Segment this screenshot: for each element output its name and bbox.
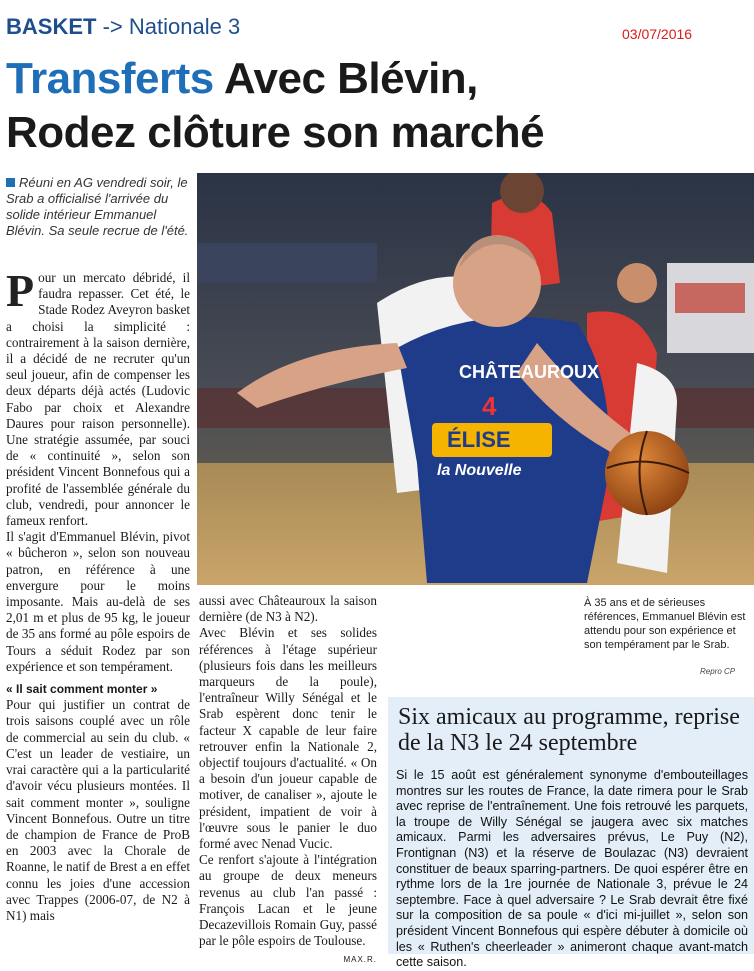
headline-title-line1: Avec Blévin, — [223, 54, 478, 103]
category-label: BASKET — [6, 14, 97, 39]
headline-kicker: Transferts — [6, 54, 214, 103]
article-column-1 — [6, 265, 190, 924]
publication-date: 03/07/2016 — [622, 26, 693, 42]
paragraph-2: Il s'agit d'Emmanuel Blévin, pivot « bûcheron », selon son nouveau patron, en référence à une envergure pour le moins imposante. Mais au-delà de ses 2,01 m et plus de 95 kg, le joueur de 35 ans formé au pôle espoirs de Tours a séduit Rodez par son expérience et son tempérament. — [6, 529, 190, 674]
sidebar-box-title: Six amicaux au programme, reprise de la N3 le 24 septembre — [398, 704, 740, 756]
square-bullet-icon — [6, 178, 15, 187]
photo-caption: À 35 ans et de sérieuses références, Emmanuel Blévin est attendu pour son expérience et son tempérament par le Srab. — [584, 597, 746, 651]
jersey-team-text: CHÂTEAUROUX — [459, 362, 600, 382]
sidebar-box-body: Si le 15 août est généralement synonyme d'embouteillages montres sur les routes de France, la date rimera pour le Srab avec reprise de l'entraînement. Une fois retrouvé les parquets, la troupe de Willy Sénégal se jaugera avec six matches amicaux. Parmi les adversaires prévus, Le Puy (N2), Frontignan (N3) et la réserve de Boulazac (N3) devraient constituer de beaux sparring-partners. De quoi espérer être en rythme lors de la 1re journée de Nationale 3, prévue le 24 septembre. Face à quel adversaire ? Le Srab devrait être fixé sur la composition de sa poule « d'ici mi-juillet », selon son président Vincent Bonnefous qui espère débuter à domicile où les « Ruthen's cheerleader » animeront chaque avant-match cette saison. — [396, 768, 748, 970]
paragraph-3: Pour qui justifier un contrat de trois saisons couplé avec un rôle de commercial au sein du club. « C'est un leader de vestiaire, un vrai caractère qui a la particularité d'avoir vécu plusieurs montées. Il sait comment monter », souligne Vincent Bonnefous. Outre un titre de champion de France de ProB en 2003 avec la Chorale de Roanne, le natif de Brest a en effet connu les joies d'une accession avec Trappes (2006-07, de N2 à N1) mais — [6, 697, 190, 923]
paragraph-5: Avec Blévin et ses solides références à l'étage supérieur (plusieurs fois dans les meilleurs marqueurs de la poule), l'entraîneur Willy Sénégal et le Srab espèrent donc tenir le facteur X capable de leur faire retrouver enfin la Nationale 2, objectif toujours d'actualité. « On a besoin d'un joueur capable de motiver, de canaliser », ajoute le président, impatient de voir à l'œuvre sous le panier le duo formé avec Nenad Vucic. — [199, 625, 377, 852]
section-rubric — [6, 14, 240, 40]
article-photo — [197, 173, 754, 585]
paragraph-6 — [199, 852, 377, 965]
lede-text: Réuni en AG vendredi soir, le Srab a officialisé l'arrivée du solide intérieur Emmanuel Blévin. Sa seule recrue de l'été. — [6, 175, 189, 238]
paragraph-1 — [6, 265, 190, 529]
dropcap: P — [6, 265, 35, 316]
lede — [6, 175, 192, 239]
photo-credit: Repro CP — [700, 667, 736, 676]
headline — [6, 52, 751, 160]
basketball-photo-illustration — [197, 173, 754, 585]
paragraph-1-text: our un mercato débridé, il faudra repasser. Cet été, le Stade Rodez Aveyron basket a choisi la simplicité : contrairement à la saison dernière, il a décidé de ne recruter qu'un seul joueur, afin de compenser les deux départs déjà actés (Ludovic Fabo par choix et Alexandre Daures pour raison personnelle). Une stratégie assumée, par souci de « continuité », selon son président Vincent Bonnefous qui a profité de l'assemblée générale du club, vendredi, pour annoncer le fameux renfort. — [6, 270, 190, 529]
paragraph-4: aussi avec Châteauroux la saison dernière (de N3 à N2). — [199, 593, 377, 625]
paragraph-6-text: Ce renfort s'ajoute à l'intégration au groupe de deux meneurs revenus au club l'an passé : François Lacan et le jeune Decazevillois Romain Guy, passé par le pôle espoirs de Toulouse. — [199, 852, 377, 949]
jersey-sponsor-text: ÉLISE — [447, 427, 511, 452]
headline-title-line2: Rodez clôture son marché — [6, 108, 545, 157]
jersey-number-text: 4 — [482, 391, 497, 421]
author-signature: MAX.R. — [343, 955, 377, 965]
jersey-sponsor2-text: la Nouvelle — [437, 462, 522, 479]
article-subhead: « Il sait comment monter » — [6, 682, 158, 697]
section-label: Nationale 3 — [128, 14, 241, 39]
article-column-2 — [199, 593, 377, 969]
rubric-arrow: -> — [102, 14, 123, 39]
